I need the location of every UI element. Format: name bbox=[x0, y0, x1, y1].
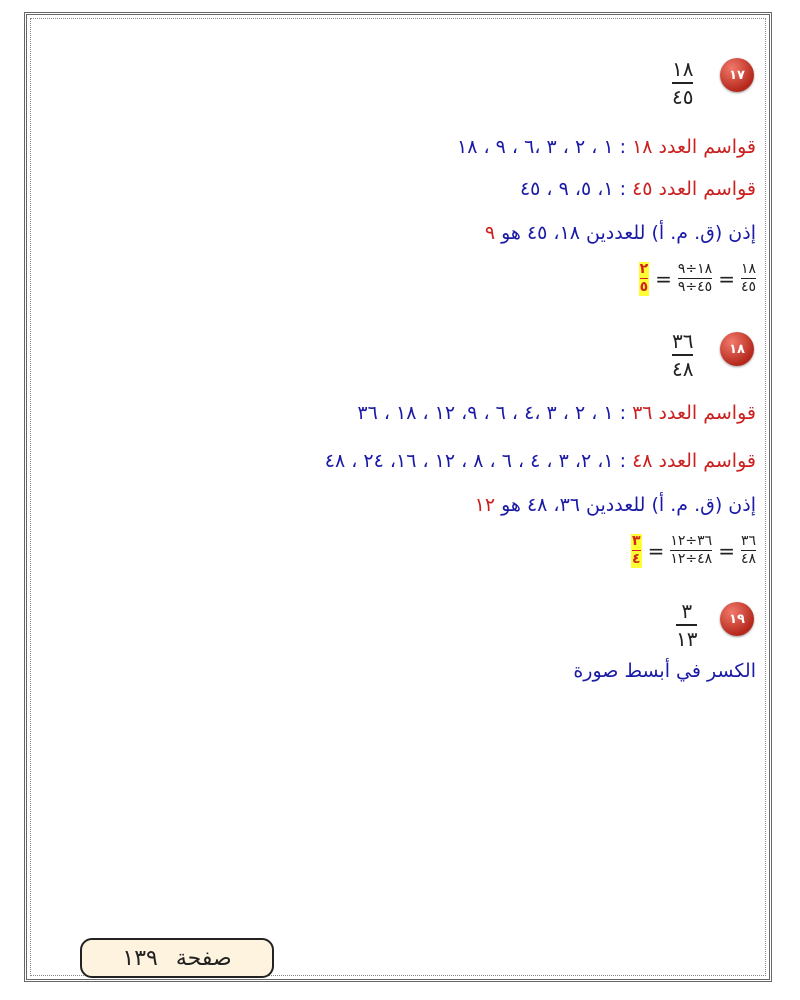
factors-values: ١ ، ٢ ، ٣ ،٦ ، ٩ ، ١٨ bbox=[457, 136, 614, 158]
original-fraction bbox=[741, 534, 756, 568]
factors-separator: : bbox=[613, 402, 633, 424]
note-text: الكسر في أبسط صورة bbox=[573, 660, 756, 682]
factors-separator: : bbox=[613, 450, 633, 472]
factors-line bbox=[457, 136, 756, 158]
fraction-numerator: ١٨ bbox=[672, 57, 694, 81]
fraction-numerator: ٣٦ bbox=[672, 329, 694, 353]
numerator: ٣٦÷١٢ bbox=[670, 533, 713, 549]
simplification-equation bbox=[631, 534, 756, 568]
problem-fraction bbox=[672, 58, 693, 108]
page-number-box bbox=[80, 938, 274, 978]
gcf-value: ٩ bbox=[484, 222, 496, 244]
original-fraction bbox=[741, 262, 756, 296]
numerator: ١٨÷٩ bbox=[677, 261, 713, 277]
problem-number-badge bbox=[720, 58, 754, 92]
problem-fraction bbox=[672, 330, 693, 380]
division-fraction bbox=[678, 262, 712, 296]
result-fraction bbox=[639, 262, 650, 296]
problem-number: ١٧ bbox=[729, 67, 745, 83]
factors-values: ١، ٥، ٩ ، ٤٥ bbox=[519, 178, 614, 200]
factors-line bbox=[520, 178, 756, 200]
equals-sign: = bbox=[655, 266, 672, 291]
equals-sign: = bbox=[647, 538, 665, 563]
problem-number: ١٨ bbox=[729, 341, 745, 357]
denominator: ٤٨ bbox=[740, 551, 756, 568]
problem-number-badge bbox=[720, 602, 754, 636]
equals-sign: = bbox=[718, 266, 735, 291]
denominator: ٥ bbox=[639, 279, 649, 296]
factors-values: ١ ، ٢ ، ٣ ،٤ ، ٦ ، ٩، ١٢ ، ١٨ ، ٣٦ bbox=[357, 402, 614, 424]
denominator: ٤٥ bbox=[740, 279, 756, 296]
fraction-denominator: ٤٥ bbox=[672, 85, 694, 109]
gcf-line bbox=[485, 222, 756, 244]
problem-fraction bbox=[676, 600, 697, 650]
gcf-text: إذن (ق. م. أ) للعددين ٣٦، ٤٨ هو bbox=[501, 494, 756, 516]
numerator: ٢ bbox=[639, 261, 649, 277]
simplification-equation bbox=[639, 262, 756, 296]
factors-values: ١، ٢، ٣ ، ٤ ، ٦ ، ٨ ، ١٢ ، ١٦، ٢٤ ، ٤٨ bbox=[324, 450, 614, 472]
problem-number: ١٩ bbox=[729, 611, 745, 627]
gcf-line bbox=[475, 494, 756, 516]
factors-line bbox=[357, 402, 756, 424]
numerator: ٣ bbox=[632, 533, 641, 549]
page-label: صفحة bbox=[175, 945, 232, 971]
gcf-value: ١٢ bbox=[474, 494, 496, 516]
factors-label: قواسم العدد ٤٨ bbox=[632, 450, 756, 472]
fraction-bar bbox=[672, 354, 693, 356]
numerator: ٣٦ bbox=[740, 533, 756, 549]
fraction-numerator: ٣ bbox=[681, 599, 693, 623]
factors-label: قواسم العدد ١٨ bbox=[632, 136, 756, 158]
fraction-denominator: ١٣ bbox=[676, 627, 698, 651]
gcf-text: إذن (ق. م. أ) للعددين ١٨، ٤٥ هو bbox=[501, 222, 756, 244]
factors-line bbox=[325, 450, 756, 472]
result-fraction bbox=[631, 534, 642, 568]
page-number: ١٣٩ bbox=[122, 945, 158, 971]
fraction-bar bbox=[676, 624, 697, 626]
division-fraction bbox=[670, 534, 712, 568]
fraction-denominator: ٤٨ bbox=[672, 357, 694, 381]
simplest-form-note bbox=[573, 660, 756, 682]
factors-separator: : bbox=[613, 136, 633, 158]
factors-separator: : bbox=[613, 178, 633, 200]
factors-label: قواسم العدد ٤٥ bbox=[632, 178, 756, 200]
denominator: ٤٨÷١٢ bbox=[670, 551, 713, 568]
equals-sign: = bbox=[718, 538, 735, 563]
fraction-bar bbox=[672, 82, 693, 84]
denominator: ٤٥÷٩ bbox=[677, 279, 713, 296]
problem-number-badge bbox=[720, 332, 754, 366]
denominator: ٤ bbox=[632, 551, 641, 568]
numerator: ١٨ bbox=[740, 261, 756, 277]
factors-label: قواسم العدد ٣٦ bbox=[632, 402, 756, 424]
